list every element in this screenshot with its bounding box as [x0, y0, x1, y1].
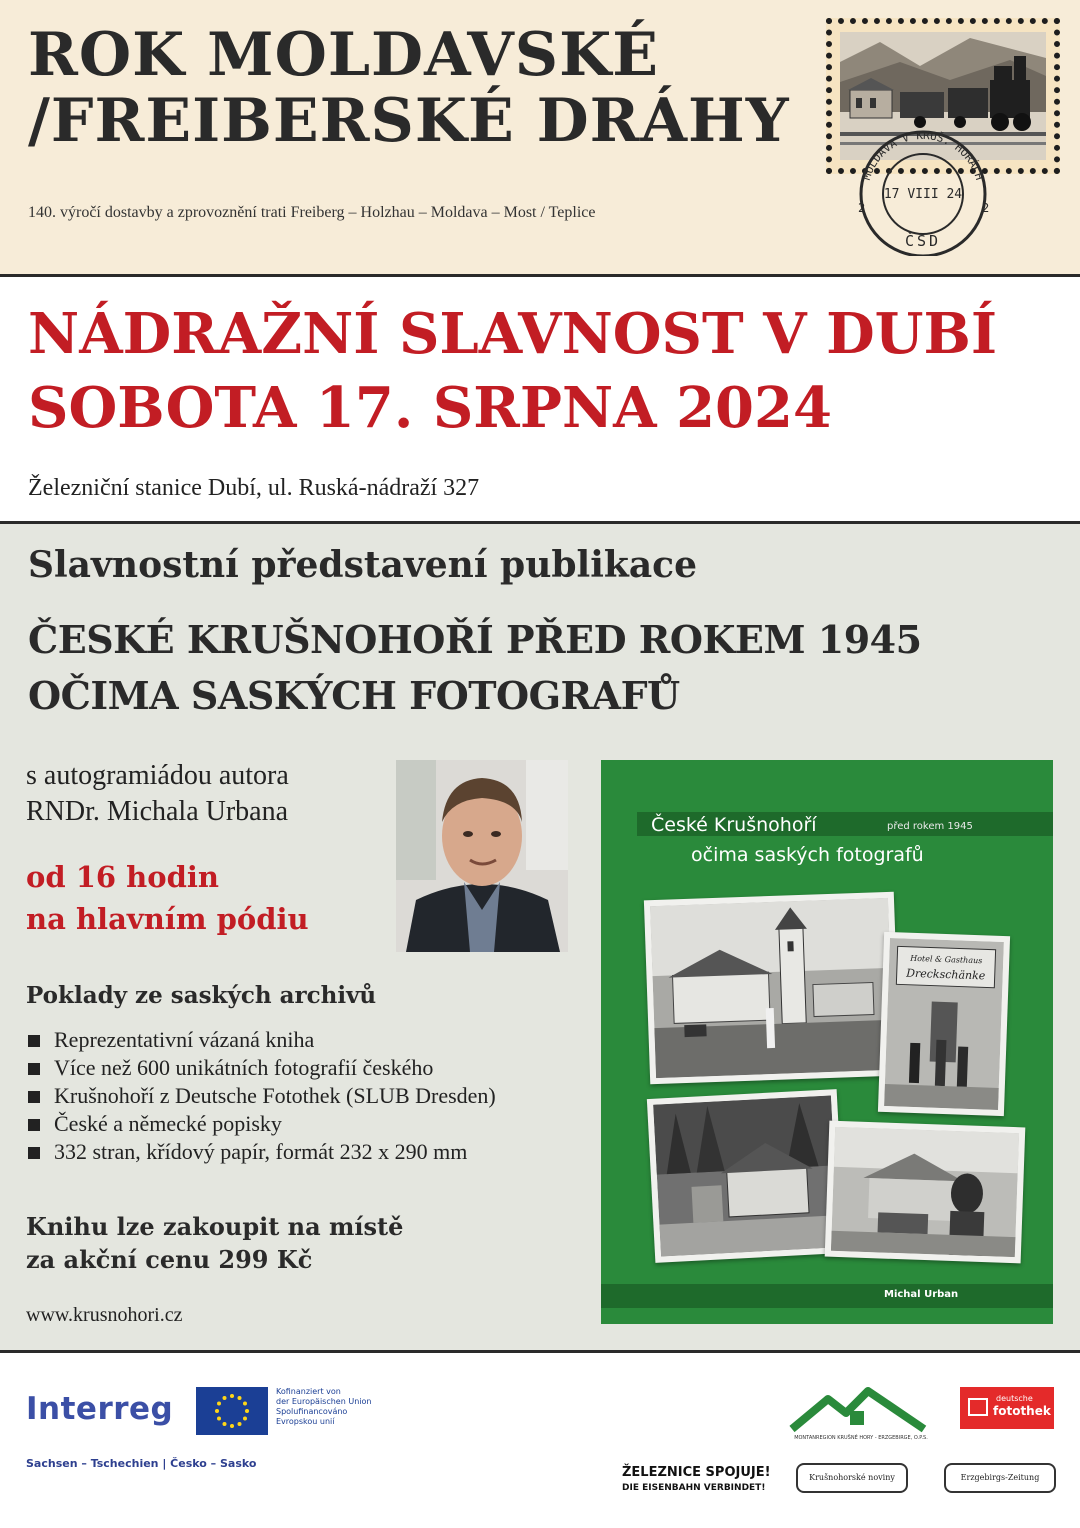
eu-star-icon	[238, 1396, 242, 1400]
list-item-continuation: Krušnohoří z Deutsche Fotothek (SLUB Dresden)	[26, 1082, 586, 1110]
autograph-text	[26, 758, 289, 830]
inn-sign-line1: Hotel & Gasthaus	[910, 953, 983, 966]
eu-star-icon	[245, 1409, 249, 1413]
eu-cofinancing-text: Kofinanziert von der Europäischen Union Spolufinancováno Evropskou unií	[276, 1387, 372, 1426]
krusnohorske-noviny-logo	[796, 1463, 908, 1493]
fotothek-mark-icon	[968, 1398, 988, 1416]
book-author: Michal Urban	[884, 1289, 959, 1300]
author-portrait	[396, 760, 568, 952]
author-name: RNDr. Michala Urbana	[26, 796, 289, 827]
event-section	[0, 277, 1080, 521]
book-photo-town	[644, 892, 900, 1085]
interreg-logo: Interreg	[26, 1391, 174, 1427]
eu-flag-icon	[196, 1387, 268, 1435]
website-link[interactable]: www.krusnohori.cz	[26, 1304, 183, 1326]
montanregion-logo-icon	[788, 1385, 928, 1435]
eu-star-icon	[215, 1409, 219, 1413]
list-item: 332 stran, křídový papír, formát 232 x 290 mm	[26, 1138, 586, 1166]
zeitung-text: Erzgebirgs-Zeitung	[960, 1473, 1040, 1482]
eu-star-icon	[230, 1424, 234, 1428]
time-line2: na hlavním pódiu	[26, 902, 309, 936]
postmark-right-number: 2	[982, 201, 990, 215]
sponsor-footer	[0, 1353, 1080, 1528]
erzgebirgs-zeitung-logo	[944, 1463, 1056, 1493]
book-cover	[601, 760, 1053, 1324]
price-line1: Knihu lze zakoupit na místě	[26, 1212, 404, 1241]
inn-sign-line2: Dreckschänke	[905, 966, 986, 983]
postmark-top-text: MOLDAVA V KRUŠ. HORÁCH	[859, 128, 987, 182]
book-title-line2: očima saských fotografů	[691, 844, 924, 866]
slogan-czech: ŽELEZNICE SPOJUJE!	[622, 1465, 771, 1480]
postmark-date: 17 VIII 24	[883, 187, 963, 202]
main-title-line2: /FREIBERSKÉ DRÁHY	[28, 86, 790, 156]
eu-star-icon	[217, 1417, 221, 1421]
publication-title	[28, 612, 922, 724]
list-item: České a německé popisky	[26, 1110, 586, 1138]
main-title-line1: ROK MOLDAVSKÉ	[28, 20, 660, 90]
eu-star-icon	[217, 1402, 221, 1406]
publication-title-line1: ČESKÉ KRUŠNOHOŘÍ PŘED ROKEM 1945	[28, 617, 922, 662]
fotothek-big-text: fotothek	[993, 1404, 1051, 1418]
deutsche-fotothek-logo	[960, 1387, 1054, 1429]
eu-star-icon	[223, 1422, 227, 1426]
event-title-line1: NÁDRAŽNÍ SLAVNOST V DUBÍ	[28, 301, 998, 367]
event-time	[26, 856, 309, 940]
price-info	[26, 1210, 403, 1276]
price-line2: za akční cenu 299 Kč	[26, 1245, 313, 1274]
eu-star-icon	[243, 1417, 247, 1421]
autograph-line1: s autogramiádou autora	[26, 760, 289, 791]
event-date: SOBOTA 17. SRPNA 2024	[28, 375, 832, 441]
book-title-line1: České Krušnohoří	[651, 814, 817, 836]
list-item: Reprezentativní vázaná kniha	[26, 1026, 586, 1054]
book-title-small: před rokem 1945	[887, 821, 973, 832]
publication-intro: Slavnostní představení publikace	[28, 544, 697, 586]
noviny-text: Krušnohorské noviny	[809, 1473, 895, 1482]
treasures-heading: Poklady ze saských archivů	[26, 982, 377, 1009]
book-photo-inn	[878, 932, 1010, 1116]
main-title	[28, 22, 790, 154]
postmark-circle	[842, 120, 1004, 256]
publication-section	[0, 524, 1080, 1350]
feature-list	[26, 1026, 586, 1166]
postmark-bottom-text: ČSD	[904, 232, 942, 250]
montanregion-text: MONTANREGION KRUŠNÉ HORY - ERZGEBIRGE, O.P.S.	[794, 1435, 928, 1441]
eu-star-icon	[223, 1396, 227, 1400]
program-region: Sachsen – Tschechien | Česko – Sasko	[26, 1457, 257, 1470]
event-address: Železniční stanice Dubí, ul. Ruská-nádraží 327	[28, 475, 480, 501]
book-photo-villagers	[825, 1121, 1026, 1264]
postmark-left-number: 2	[858, 201, 866, 215]
event-title	[28, 297, 997, 445]
time-line1: od 16 hodin	[26, 860, 219, 894]
eu-star-icon	[230, 1394, 234, 1398]
list-item: Více než 600 unikátních fotografií českého	[26, 1054, 586, 1082]
eu-star-icon	[238, 1422, 242, 1426]
publication-title-line2: OČIMA SASKÝCH FOTOGRAFŮ	[28, 673, 680, 718]
book-photo-forest	[647, 1089, 845, 1263]
slogan-german: DIE EISENBAHN VERBINDET!	[622, 1483, 766, 1493]
eu-star-icon	[243, 1402, 247, 1406]
book-author-band	[601, 1284, 1053, 1308]
fotothek-small-text: deutsche	[996, 1394, 1033, 1403]
anniversary-subtitle: 140. výročí dostavby a zprovoznění trati Freiberg – Holzhau – Moldava – Most / Teplice	[28, 204, 596, 221]
